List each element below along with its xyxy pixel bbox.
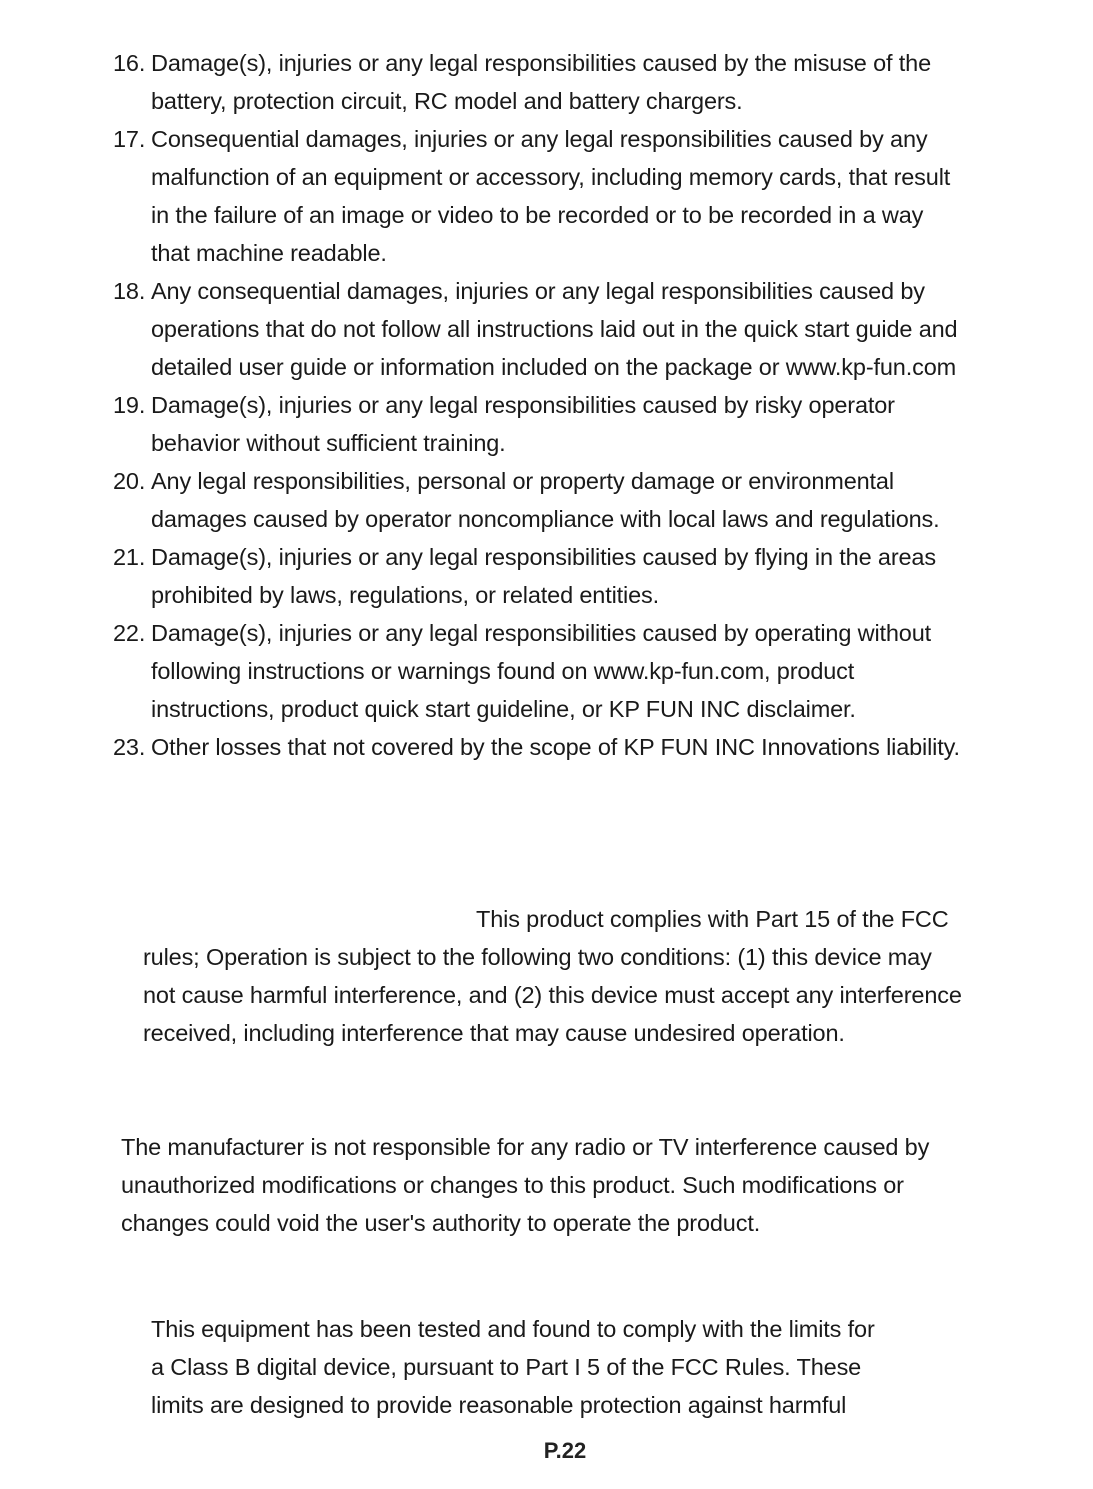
text-line: Any legal responsibilities, personal or property damage or environmental <box>151 468 894 494</box>
text-line: not cause harmful interference, and (2) this device must accept any interference <box>143 982 962 1008</box>
list-item-number: 21. <box>113 544 146 570</box>
text-line: that machine readable. <box>151 240 387 266</box>
list-item-number: 23. <box>113 734 146 760</box>
text-line: unauthorized modifications or changes to this product. Such modifications or <box>121 1172 904 1198</box>
text-line: Any consequential damages, injuries or any legal responsibilities caused by <box>151 278 925 304</box>
manufacturer-liability-note <box>121 1128 1061 1242</box>
text-line: detailed user guide or information included on the package or www.kp-fun.com <box>151 354 957 380</box>
text-line: instructions, product quick start guideline, or KP FUN INC disclaimer. <box>151 696 856 722</box>
list-item-text <box>151 614 1053 728</box>
list-item-text <box>151 462 1053 538</box>
page-number: P.22 <box>543 1438 587 1463</box>
text-line: a Class B digital device, pursuant to Part I 5 of the FCC Rules. These <box>151 1354 862 1380</box>
list-item-text <box>151 272 1053 386</box>
list-item <box>113 538 1053 614</box>
disclaimer-list <box>113 44 1053 766</box>
list-item-text <box>151 538 1053 614</box>
list-item <box>113 44 1053 120</box>
list-item <box>113 386 1053 462</box>
list-item-text <box>151 120 1053 272</box>
class-b-device-note <box>151 1310 1051 1424</box>
list-item <box>113 462 1053 538</box>
text-line: Consequential damages, injuries or any legal responsibilities caused by any <box>151 126 928 152</box>
list-item-number: 20. <box>113 468 146 494</box>
list-item-number: 17. <box>113 126 146 152</box>
text-line: Damage(s), injuries or any legal responsibilities caused by operating without <box>151 620 932 646</box>
text-line: Damage(s), injuries or any legal responsibilities caused by risky operator <box>151 392 895 418</box>
list-item <box>113 728 1053 766</box>
text-line: behavior without sufficient training. <box>151 430 506 456</box>
list-item-number: 18. <box>113 278 146 304</box>
text-line: Other losses that not covered by the scope of KP FUN INC Innovations liability. <box>151 734 960 760</box>
text-line: received, including interference that may cause undesired operation. <box>143 1020 845 1046</box>
text-line: damages caused by operator noncompliance with local laws and regulations. <box>151 506 940 532</box>
text-line: prohibited by laws, regulations, or related entities. <box>151 582 660 608</box>
text-line: This product complies with Part 15 of the FCC <box>476 906 949 932</box>
text-line: Damage(s), injuries or any legal responsibilities caused by the misuse of the <box>151 50 932 76</box>
list-item-number: 16. <box>113 50 146 76</box>
text-line: Damage(s), injuries or any legal responsibilities caused by flying in the areas <box>151 544 936 570</box>
text-line: limits are designed to provide reasonable protection against harmful <box>151 1392 847 1418</box>
text-line: operations that do not follow all instructions laid out in the quick start guide and <box>151 316 958 342</box>
list-item <box>113 120 1053 272</box>
list-item-number: 22. <box>113 620 146 646</box>
list-item <box>113 272 1053 386</box>
fcc-compliance-statement <box>143 900 1063 1052</box>
text-line: malfunction of an equipment or accessory, including memory cards, that result <box>151 164 951 190</box>
text-line: battery, protection circuit, RC model and battery chargers. <box>151 88 743 114</box>
text-line: following instructions or warnings found on www.kp-fun.com, product <box>151 658 855 684</box>
text-line: rules; Operation is subject to the following two conditions: (1) this device may <box>143 944 932 970</box>
list-item-number: 19. <box>113 392 146 418</box>
list-item <box>113 614 1053 728</box>
text-line: This equipment has been tested and found to comply with the limits for <box>151 1316 875 1342</box>
text-line: in the failure of an image or video to be recorded or to be recorded in a way <box>151 202 924 228</box>
list-item-text <box>151 728 1053 766</box>
text-line: The manufacturer is not responsible for any radio or TV interference caused by <box>121 1134 930 1160</box>
list-item-text <box>151 44 1053 120</box>
text-line: changes could void the user's authority to operate the product. <box>121 1210 761 1236</box>
list-item-text <box>151 386 1053 462</box>
